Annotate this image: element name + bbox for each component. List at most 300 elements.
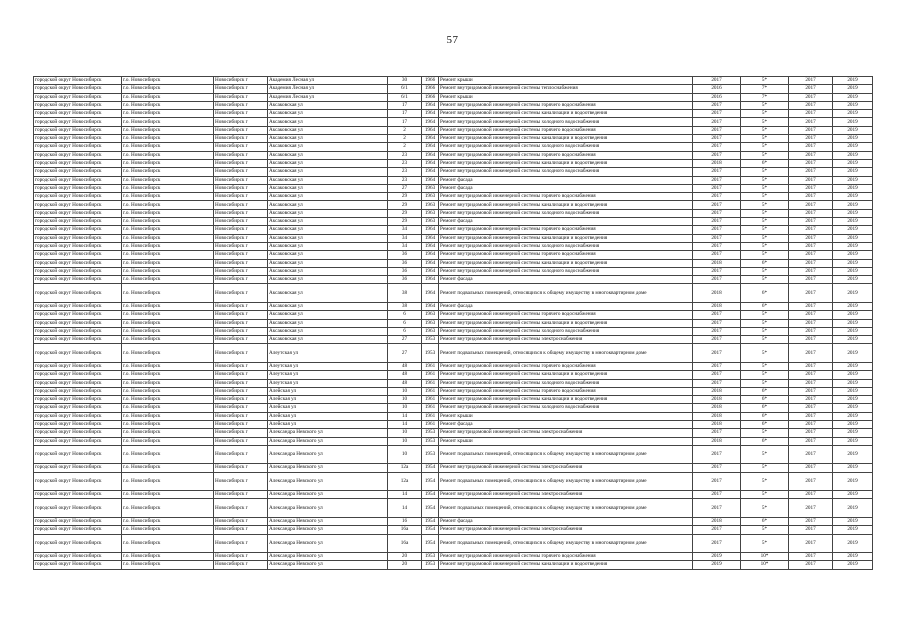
cell-house-number: 14	[388, 420, 422, 428]
cell-locality: Новосибирск г	[214, 218, 268, 226]
cell-build-year: 1963	[422, 193, 439, 201]
cell-work-type: Ремонт внутридомовой инженерной системы канализации и водоотведения	[439, 110, 693, 118]
cell-municipality: городской округ Новосибирск	[34, 259, 122, 267]
cell-plan-year: 2017	[693, 362, 741, 370]
cell-build-year: 1953	[422, 344, 439, 363]
table-row	[34, 396, 873, 404]
cell-plan-year: 2017	[693, 267, 741, 275]
cell-district: г.о. Новосибирск	[122, 259, 214, 267]
cell-street: Аксаковская ул	[268, 126, 388, 134]
cell-end-year: 2019	[833, 445, 873, 464]
cell-build-year: 1964	[422, 284, 439, 303]
cell-end-year: 2019	[833, 93, 873, 101]
cell-work-type: Ремонт внутридомовой инженерной системы холодного водоснабжения	[439, 118, 693, 126]
cell-locality: Новосибирск г	[214, 412, 268, 420]
cell-start-year: 2017	[789, 362, 833, 370]
cell-plan-year: 2018	[693, 437, 741, 445]
cell-house-number: 27	[388, 344, 422, 363]
cell-street: Александра Невского ул	[268, 499, 388, 518]
cell-municipality: городской округ Новосибирск	[34, 344, 122, 363]
cell-district: г.о. Новосибирск	[122, 101, 214, 109]
cell-district: г.о. Новосибирск	[122, 110, 214, 118]
cell-house-number: 23	[388, 176, 422, 184]
cell-start-year: 2017	[789, 472, 833, 491]
table-row	[34, 437, 873, 445]
cell-street: Аксаковская ул	[268, 159, 388, 167]
cell-period: 5*	[741, 319, 789, 327]
cell-work-type: Ремонт внутридомовой инженерной системы горячего водоснабжения	[439, 362, 693, 370]
cell-period: 6*	[741, 302, 789, 310]
table-row	[34, 420, 873, 428]
cell-plan-year: 2017	[693, 445, 741, 464]
cell-period: 5*	[741, 362, 789, 370]
cell-locality: Новосибирск г	[214, 267, 268, 275]
cell-house-number: 2	[388, 126, 422, 134]
cell-start-year: 2017	[789, 209, 833, 217]
cell-start-year: 2017	[789, 319, 833, 327]
cell-start-year: 2017	[789, 327, 833, 335]
cell-house-number: 10	[388, 387, 422, 395]
cell-build-year: 1963	[422, 184, 439, 192]
table-row	[34, 561, 873, 569]
cell-work-type: Ремонт внутридомовой инженерной системы горячего водоснабжения	[439, 151, 693, 159]
cell-period: 5*	[741, 491, 789, 499]
cell-work-type: Ремонт внутридомовой инженерной системы холодного водоснабжения	[439, 143, 693, 151]
cell-start-year: 2017	[789, 143, 833, 151]
table-row	[34, 101, 873, 109]
cell-district: г.о. Новосибирск	[122, 85, 214, 93]
cell-end-year: 2019	[833, 379, 873, 387]
cell-end-year: 2019	[833, 464, 873, 472]
cell-plan-year: 2017	[693, 168, 741, 176]
cell-work-type: Ремонт фасада	[439, 276, 693, 284]
table-body	[34, 77, 873, 570]
cell-locality: Новосибирск г	[214, 404, 268, 412]
cell-district: г.о. Новосибирск	[122, 412, 214, 420]
table-row	[34, 251, 873, 259]
cell-start-year: 2017	[789, 534, 833, 553]
cell-street: Аксаковская ул	[268, 218, 388, 226]
cell-work-type: Ремонт внутридомовой инженерной системы горячего водоснабжения	[439, 311, 693, 319]
cell-period: 5*	[741, 101, 789, 109]
cell-street: Аксаковская ул	[268, 118, 388, 126]
cell-build-year: 1964	[422, 168, 439, 176]
cell-build-year: 1964	[422, 176, 439, 184]
cell-municipality: городской округ Новосибирск	[34, 491, 122, 499]
cell-street: Аксаковская ул	[268, 143, 388, 151]
cell-municipality: городской округ Новосибирск	[34, 319, 122, 327]
cell-municipality: городской округ Новосибирск	[34, 143, 122, 151]
cell-locality: Новосибирск г	[214, 344, 268, 363]
cell-build-year: 1954	[422, 526, 439, 534]
cell-house-number: 10	[388, 429, 422, 437]
cell-start-year: 2017	[789, 168, 833, 176]
cell-end-year: 2019	[833, 226, 873, 234]
cell-municipality: городской округ Новосибирск	[34, 85, 122, 93]
table-row	[34, 218, 873, 226]
table-row	[34, 259, 873, 267]
cell-street: Алеутская ул	[268, 371, 388, 379]
cell-locality: Новосибирск г	[214, 420, 268, 428]
cell-house-number: 20	[388, 561, 422, 569]
cell-period: 5*	[741, 336, 789, 344]
cell-house-number: 38	[388, 302, 422, 310]
cell-start-year: 2017	[789, 184, 833, 192]
cell-municipality: городской округ Новосибирск	[34, 311, 122, 319]
cell-build-year: 1953	[422, 336, 439, 344]
cell-start-year: 2017	[789, 420, 833, 428]
cell-period: 6*	[741, 517, 789, 525]
cell-end-year: 2019	[833, 420, 873, 428]
cell-municipality: городской округ Новосибирск	[34, 396, 122, 404]
cell-municipality: городской округ Новосибирск	[34, 226, 122, 234]
cell-plan-year: 2018	[693, 420, 741, 428]
cell-street: Алейская ул	[268, 412, 388, 420]
cell-build-year: 1964	[422, 159, 439, 167]
table-row	[34, 226, 873, 234]
cell-municipality: городской округ Новосибирск	[34, 387, 122, 395]
cell-period: 5*	[741, 184, 789, 192]
cell-municipality: городской округ Новосибирск	[34, 242, 122, 250]
cell-municipality: городской округ Новосибирск	[34, 464, 122, 472]
cell-build-year: 1964	[422, 126, 439, 134]
cell-municipality: городской округ Новосибирск	[34, 445, 122, 464]
cell-build-year: 1964	[422, 251, 439, 259]
cell-house-number: 14	[388, 499, 422, 518]
cell-build-year: 1964	[422, 101, 439, 109]
table-row	[34, 118, 873, 126]
cell-end-year: 2019	[833, 319, 873, 327]
cell-municipality: городской округ Новосибирск	[34, 336, 122, 344]
cell-build-year: 1953	[422, 445, 439, 464]
cell-period: 5*	[741, 379, 789, 387]
cell-plan-year: 2017	[693, 319, 741, 327]
cell-street: Александра Невского ул	[268, 437, 388, 445]
table-row	[34, 429, 873, 437]
cell-street: Академия Лесная ул	[268, 93, 388, 101]
cell-street: Академия Лесная ул	[268, 77, 388, 85]
cell-work-type: Ремонт внутридомовой инженерной системы горячего водоснабжения	[439, 251, 693, 259]
cell-period: 7*	[741, 85, 789, 93]
cell-plan-year: 2017	[693, 526, 741, 534]
cell-period: 5*	[741, 193, 789, 201]
table-row	[34, 126, 873, 134]
cell-start-year: 2017	[789, 553, 833, 561]
cell-work-type: Ремонт крыши	[439, 412, 693, 420]
cell-end-year: 2019	[833, 77, 873, 85]
cell-work-type: Ремонт внутридомовой инженерной системы электроснабжения	[439, 526, 693, 534]
cell-district: г.о. Новосибирск	[122, 267, 214, 275]
cell-period: 6*	[741, 259, 789, 267]
cell-locality: Новосибирск г	[214, 437, 268, 445]
cell-period: 5*	[741, 472, 789, 491]
cell-start-year: 2017	[789, 234, 833, 242]
cell-house-number: 29	[388, 209, 422, 217]
table-row	[34, 77, 873, 85]
table-row	[34, 168, 873, 176]
cell-plan-year: 2018	[693, 259, 741, 267]
cell-street: Аксаковская ул	[268, 336, 388, 344]
cell-end-year: 2019	[833, 526, 873, 534]
cell-end-year: 2019	[833, 259, 873, 267]
cell-work-type: Ремонт внутридомовой инженерной системы канализации и водоотведения	[439, 396, 693, 404]
cell-period: 5*	[741, 242, 789, 250]
cell-work-type: Ремонт подвальных помещений, относящихся к общему имуществу в многоквартирном доме	[439, 472, 693, 491]
cell-house-number: 29	[388, 201, 422, 209]
table-row	[34, 445, 873, 464]
cell-start-year: 2017	[789, 412, 833, 420]
cell-house-number: 23	[388, 159, 422, 167]
cell-build-year: 1954	[422, 464, 439, 472]
cell-district: г.о. Новосибирск	[122, 276, 214, 284]
cell-street: Александра Невского ул	[268, 517, 388, 525]
cell-build-year: 1954	[422, 499, 439, 518]
table-row	[34, 85, 873, 93]
cell-period: 5*	[741, 143, 789, 151]
cell-start-year: 2017	[789, 159, 833, 167]
cell-period: 5*	[741, 77, 789, 85]
cell-plan-year: 2017	[693, 251, 741, 259]
cell-work-type: Ремонт подвальных помещений, относящихся к общему имуществу в многоквартирном доме	[439, 499, 693, 518]
cell-municipality: городской округ Новосибирск	[34, 371, 122, 379]
cell-locality: Новосибирск г	[214, 251, 268, 259]
cell-locality: Новосибирск г	[214, 362, 268, 370]
table-row	[34, 135, 873, 143]
cell-start-year: 2017	[789, 110, 833, 118]
cell-house-number: 23	[388, 151, 422, 159]
cell-period: 5*	[741, 209, 789, 217]
cell-work-type: Ремонт фасада	[439, 176, 693, 184]
cell-plan-year: 2017	[693, 379, 741, 387]
cell-plan-year: 2017	[693, 226, 741, 234]
cell-work-type: Ремонт фасада	[439, 184, 693, 192]
cell-street: Аксаковская ул	[268, 319, 388, 327]
cell-period: 5*	[741, 445, 789, 464]
cell-district: г.о. Новосибирск	[122, 464, 214, 472]
cell-build-year: 1953	[422, 437, 439, 445]
cell-municipality: городской округ Новосибирск	[34, 135, 122, 143]
cell-street: Аксаковская ул	[268, 135, 388, 143]
cell-district: г.о. Новосибирск	[122, 472, 214, 491]
cell-work-type: Ремонт внутридомовой инженерной системы канализации и водоотведения	[439, 371, 693, 379]
cell-build-year: 1963	[422, 218, 439, 226]
cell-start-year: 2017	[789, 218, 833, 226]
table-row	[34, 404, 873, 412]
table-row	[34, 93, 873, 101]
cell-locality: Новосибирск г	[214, 464, 268, 472]
cell-house-number: 6/1	[388, 85, 422, 93]
cell-start-year: 2017	[789, 437, 833, 445]
cell-plan-year: 2017	[693, 472, 741, 491]
cell-work-type: Ремонт фасада	[439, 218, 693, 226]
cell-period: 5*	[741, 499, 789, 518]
table-row	[34, 311, 873, 319]
cell-end-year: 2019	[833, 242, 873, 250]
cell-period: 5*	[741, 429, 789, 437]
cell-district: г.о. Новосибирск	[122, 379, 214, 387]
cell-house-number: 48	[388, 379, 422, 387]
cell-start-year: 2017	[789, 499, 833, 518]
cell-plan-year: 2018	[693, 517, 741, 525]
cell-start-year: 2017	[789, 561, 833, 569]
cell-locality: Новосибирск г	[214, 387, 268, 395]
cell-end-year: 2019	[833, 412, 873, 420]
cell-work-type: Ремонт внутридомовой инженерной системы канализации и водоотведения	[439, 319, 693, 327]
cell-build-year: 1963	[422, 327, 439, 335]
cell-period: 6*	[741, 404, 789, 412]
cell-house-number: 36	[388, 267, 422, 275]
cell-locality: Новосибирск г	[214, 472, 268, 491]
cell-build-year: 1966	[422, 93, 439, 101]
cell-work-type: Ремонт внутридомовой инженерной системы канализации и водоотведения	[439, 135, 693, 143]
cell-locality: Новосибирск г	[214, 259, 268, 267]
cell-build-year: 1954	[422, 534, 439, 553]
cell-locality: Новосибирск г	[214, 311, 268, 319]
cell-municipality: городской округ Новосибирск	[34, 437, 122, 445]
cell-municipality: городской округ Новосибирск	[34, 429, 122, 437]
cell-work-type: Ремонт подвальных помещений, относящихся к общему имуществу в многоквартирном доме	[439, 445, 693, 464]
cell-municipality: городской округ Новосибирск	[34, 201, 122, 209]
cell-work-type: Ремонт внутридомовой инженерной системы холодного водоснабжения	[439, 267, 693, 275]
cell-work-type: Ремонт внутридомовой инженерной системы электроснабжения	[439, 464, 693, 472]
cell-end-year: 2019	[833, 159, 873, 167]
cell-work-type: Ремонт крыши	[439, 93, 693, 101]
cell-end-year: 2019	[833, 101, 873, 109]
cell-build-year: 1963	[422, 319, 439, 327]
cell-work-type: Ремонт внутридомовой инженерной системы холодного водоснабжения	[439, 242, 693, 250]
cell-plan-year: 2017	[693, 311, 741, 319]
cell-start-year: 2017	[789, 151, 833, 159]
cell-street: Александра Невского ул	[268, 429, 388, 437]
cell-end-year: 2019	[833, 517, 873, 525]
cell-end-year: 2019	[833, 168, 873, 176]
cell-build-year: 1961	[422, 396, 439, 404]
cell-start-year: 2017	[789, 371, 833, 379]
table-row	[34, 526, 873, 534]
cell-start-year: 2017	[789, 267, 833, 275]
cell-build-year: 1964	[422, 110, 439, 118]
cell-period: 5*	[741, 311, 789, 319]
cell-locality: Новосибирск г	[214, 379, 268, 387]
cell-build-year: 1964	[422, 226, 439, 234]
cell-end-year: 2019	[833, 404, 873, 412]
cell-street: Аксаковская ул	[268, 101, 388, 109]
cell-start-year: 2017	[789, 404, 833, 412]
cell-district: г.о. Новосибирск	[122, 118, 214, 126]
table-row	[34, 201, 873, 209]
cell-street: Аксаковская ул	[268, 267, 388, 275]
table-row	[34, 499, 873, 518]
cell-period: 10*	[741, 553, 789, 561]
cell-street: Аксаковская ул	[268, 284, 388, 303]
cell-start-year: 2017	[789, 176, 833, 184]
cell-municipality: городской округ Новосибирск	[34, 184, 122, 192]
table-row	[34, 276, 873, 284]
cell-build-year: 1961	[422, 371, 439, 379]
cell-district: г.о. Новосибирск	[122, 362, 214, 370]
cell-municipality: городской округ Новосибирск	[34, 553, 122, 561]
cell-work-type: Ремонт внутридомовой инженерной системы холодного водоснабжения	[439, 404, 693, 412]
cell-build-year: 1961	[422, 404, 439, 412]
cell-district: г.о. Новосибирск	[122, 218, 214, 226]
cell-end-year: 2019	[833, 85, 873, 93]
cell-work-type: Ремонт внутридомовой инженерной системы электроснабжения	[439, 336, 693, 344]
cell-build-year: 1961	[422, 379, 439, 387]
cell-district: г.о. Новосибирск	[122, 126, 214, 134]
cell-plan-year: 2018	[693, 396, 741, 404]
cell-period: 5*	[741, 151, 789, 159]
cell-street: Алеутская ул	[268, 362, 388, 370]
table-row	[34, 319, 873, 327]
cell-locality: Новосибирск г	[214, 201, 268, 209]
cell-district: г.о. Новосибирск	[122, 311, 214, 319]
cell-locality: Новосибирск г	[214, 371, 268, 379]
table-row	[34, 302, 873, 310]
table-row	[34, 284, 873, 303]
cell-work-type: Ремонт внутридомовой инженерной системы горячего водоснабжения	[439, 193, 693, 201]
cell-municipality: городской округ Новосибирск	[34, 151, 122, 159]
cell-period: 5*	[741, 267, 789, 275]
cell-street: Аксаковская ул	[268, 234, 388, 242]
cell-street: Аксаковская ул	[268, 176, 388, 184]
cell-end-year: 2019	[833, 387, 873, 395]
cell-start-year: 2017	[789, 226, 833, 234]
cell-work-type: Ремонт подвальных помещений, относящихся к общему имуществу в многоквартирном доме	[439, 534, 693, 553]
cell-end-year: 2019	[833, 135, 873, 143]
cell-period: 5*	[741, 168, 789, 176]
cell-plan-year: 2017	[693, 429, 741, 437]
cell-municipality: городской округ Новосибирск	[34, 118, 122, 126]
cell-period: 6*	[741, 437, 789, 445]
cell-plan-year: 2017	[693, 491, 741, 499]
cell-street: Александра Невского ул	[268, 445, 388, 464]
cell-district: г.о. Новосибирск	[122, 526, 214, 534]
cell-work-type: Ремонт внутридомовой инженерной системы горячего водоснабжения	[439, 126, 693, 134]
table-row	[34, 472, 873, 491]
cell-end-year: 2019	[833, 234, 873, 242]
cell-work-type: Ремонт фасада	[439, 517, 693, 525]
cell-district: г.о. Новосибирск	[122, 396, 214, 404]
cell-district: г.о. Новосибирск	[122, 553, 214, 561]
cell-period: 5*	[741, 226, 789, 234]
cell-district: г.о. Новосибирск	[122, 201, 214, 209]
cell-work-type: Ремонт внутридомовой инженерной системы холодного водоснабжения	[439, 168, 693, 176]
cell-house-number: 16а	[388, 526, 422, 534]
cell-work-type: Ремонт внутридомовой инженерной системы канализации и водоотведения	[439, 259, 693, 267]
cell-plan-year: 2017	[693, 242, 741, 250]
cell-period: 5*	[741, 201, 789, 209]
cell-build-year: 1961	[422, 387, 439, 395]
cell-district: г.о. Новосибирск	[122, 135, 214, 143]
cell-district: г.о. Новосибирск	[122, 437, 214, 445]
cell-street: Александра Невского ул	[268, 472, 388, 491]
cell-district: г.о. Новосибирск	[122, 143, 214, 151]
cell-end-year: 2019	[833, 201, 873, 209]
cell-street: Алейская ул	[268, 420, 388, 428]
cell-street: Аксаковская ул	[268, 193, 388, 201]
cell-locality: Новосибирск г	[214, 242, 268, 250]
cell-street: Аксаковская ул	[268, 226, 388, 234]
cell-work-type: Ремонт внутридомовой инженерной системы электроснабжения	[439, 429, 693, 437]
cell-locality: Новосибирск г	[214, 85, 268, 93]
cell-start-year: 2017	[789, 429, 833, 437]
cell-start-year: 2017	[789, 126, 833, 134]
cell-work-type: Ремонт внутридомовой инженерной системы холодного водоснабжения	[439, 209, 693, 217]
cell-locality: Новосибирск г	[214, 151, 268, 159]
table-row	[34, 387, 873, 395]
table-row	[34, 143, 873, 151]
cell-locality: Новосибирск г	[214, 302, 268, 310]
